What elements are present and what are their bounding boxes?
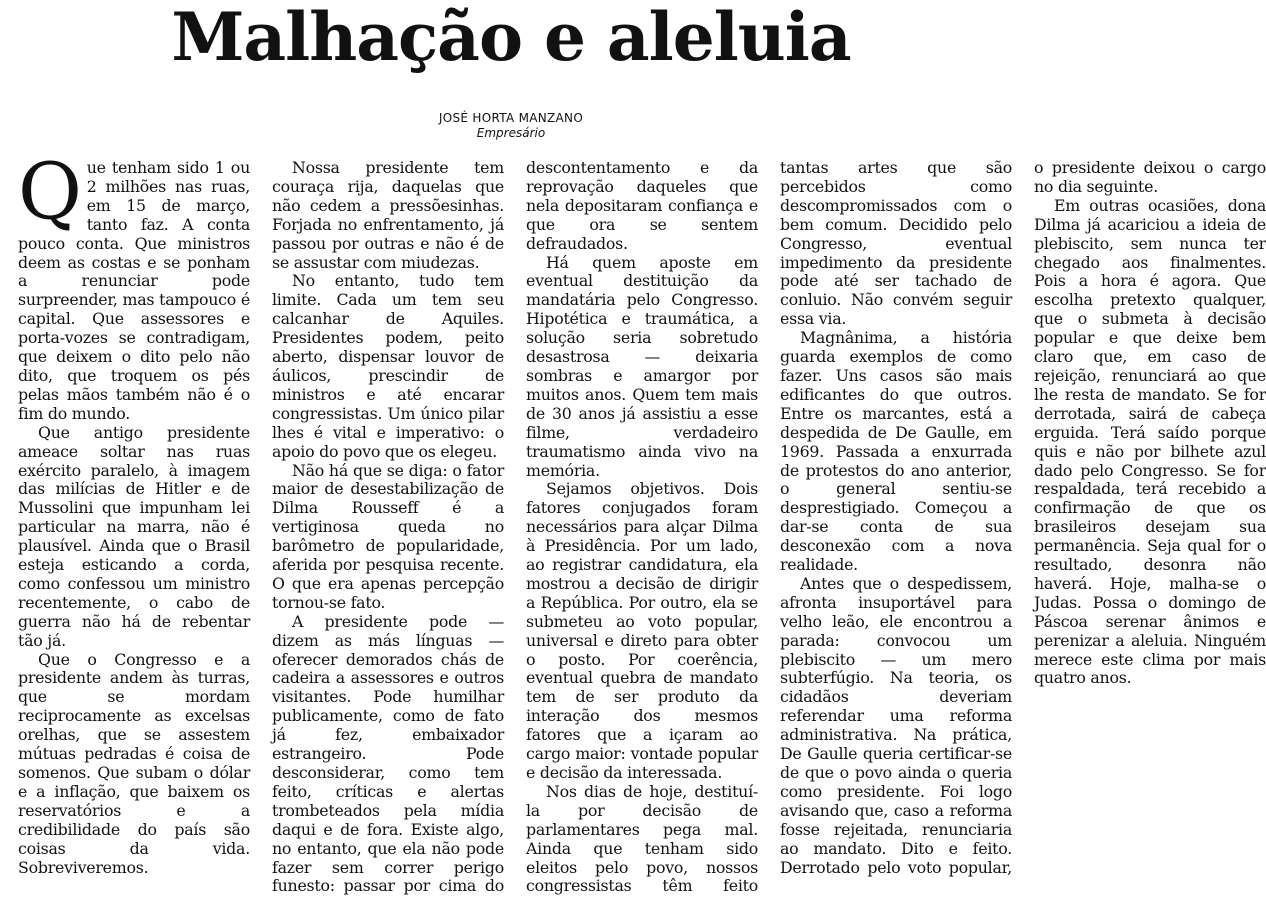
paragraph-4: Nossa presidente tem couraça rija, daquelas que não cedem a pressõesinhas. Forjada no enfrentamento, já passou por outras e não é de se assustar com miudezas. bbox=[272, 158, 504, 272]
paragraph-8: Há quem aposte em eventual destituição da mandatária pelo Congresso. Hipotética e traumática, a solução seria sobretudo desastrosa — deixaria sombras e amargor por muitos anos. Quem tem mais de 30 anos já assistiu a esse filme, verdadeiro traumatismo ainda vivo na memória. bbox=[526, 252, 758, 480]
paragraph-6: Não há que se diga: o fator maior de desestabilização de Dilma Rousseff é a vertiginosa queda no barômetro de popularidade, aferida por pesquisa recente. O que era apenas percepção tornou-se fato. bbox=[272, 460, 504, 612]
paragraph-7: A presidente pode — dizem as más línguas — oferecer demorados chás de cadeira a assessores e outros visitantes. Pode humilhar publicamente, como de fato já fez, embaixador estrangeiro. Pode desconsiderar, como tem feito, críticas e alertas trombeteados pela mídia daqui e de fora. Existe algo, no entanto, que ela não pode fazer sem correr perigo funesto: passar por cima do descontentamento e da reprovação daqueles que nela depositaram confiança e que ora se sentem defraudados. bbox=[272, 158, 758, 896]
paragraph-11: Magnânima, a história guarda exemplos de como fazer. Uns casos são mais edificantes do que outros. Entre os marcantes, está a despedida de De Gaulle, em 1969. Passada a enxurrada de protestos do ano anterior, o general sentiu-se desprestigiado. Começou a dar-se conta de sua desconexão com a nova realidade. bbox=[780, 328, 1012, 575]
byline bbox=[0, 111, 1022, 141]
paragraph-13: Em outras ocasiões, dona Dilma já acariciou a ideia de plebiscito, sem nunca ter chegado aos finalmentes. Pois a hora é agora. Que escolha pretexto qualquer, que o submeta à decisão popular e que deixe bem claro que, em caso de rejeição, renunciará ao que lhe resta de mandato. Se for derrotada, sairá de cabeça erguida. Terá saído porque quis e não por bilhete azul dado pelo Congresso. Se for respaldada, terá recebido a confirmação de que os brasileiros desejam sua permanência. Seja qual for o resultado, desonra não haverá. Hoje, malha-se o Judas. Possa o domingo de Páscoa serenar ânimos e perenizar a aleluia. Ninguém merece este clima por mais quatro anos. bbox=[1034, 195, 1266, 688]
article-body bbox=[18, 147, 1266, 911]
paragraph-12: Antes que o despedissem, afronta insuportável para velho leão, ele encontrou a parada: convocou um plebiscito — um mero subterfúgio. Na teoria, os cidadãos deveriam referendar uma reforma administrativa. Na prática, De Gaulle queria certificar-se de que o povo ainda o queria como presidente. Foi logo avisando que, caso a reforma fosse rejeitada, renunciaria ao mandato. Dito e feito. Derrotado pelo voto popular, o presidente deixou o cargo no dia seguinte. bbox=[780, 158, 1266, 877]
paragraph-10: Nos dias de hoje, destituí-la por decisão de parlamentares pega mal. Ainda que tenham sido eleitos pelo povo, nossos congressistas têm feito tantas artes que são percebidos como descompromissados com o bem comum. Decidido pelo Congresso, eventual impedimento da presidente pode até ser tachado de conluio. Não convém seguir essa via. bbox=[526, 158, 1012, 896]
paragraph-1-text: ue tenham sido 1 ou 2 milhões nas ruas, em 15 de março, tanto faz. A conta pouco conta. Que ministros deem as costas e se ponham a renunciar pode surpreender, mas tampouco é capital. Que assessores e porta-vozes se contradigam, que deixem o dito pelo não dito, que troquem os pés pelas mãos também não é o fim do mundo. bbox=[18, 158, 250, 423]
paragraph-9: Sejamos objetivos. Dois fatores conjugados foram necessários para alçar Dilma à Presidência. Por um lado, ao registrar candidatura, ela mostrou a decisão de dirigir a República. Por outro, ela se submeteu ao voto popular, universal e direto para obter o posto. Por coerência, eventual quebra de mandato tem de ser produto da interação dos mesmos fatores que a içaram ao cargo maior: vontade popular e decisão da interessada. bbox=[526, 479, 758, 782]
paragraph-5: No entanto, tudo tem limite. Cada um tem seu calcanhar de Aquiles. Presidentes podem, peito aberto, dispensar louvor de áulicos, prescindir de ministros e até encarar congressistas. Um único pilar lhes é vital e imperativo: o apoio do povo que os elegeu. bbox=[272, 271, 504, 461]
paragraph-1 bbox=[18, 147, 250, 424]
headline: Malhação e aleluia bbox=[171, 0, 851, 76]
author-role: Empresário bbox=[476, 126, 546, 140]
paragraph-2: Que antigo presidente ameace soltar nas ruas exército paralelo, à imagem das milícias de Hitler e de Mussolini que impunham lei particular na marra, não é plausível. Ainda que o Brasil esteja esticando a corda, como confessou um ministro recentemente, o cabo de guerra não há de rebentar tão já. bbox=[18, 422, 250, 650]
author-name: JOSÉ HORTA MANZANO bbox=[438, 111, 584, 125]
drop-cap: Q bbox=[18, 147, 82, 237]
paragraph-3: Que o Congresso e a presidente andem às turras, que se mordam reciprocamente as excelsas orelhas, que se assestem mútuas pedradas é coisa de somenos. Que subam o dólar e a inflação, que baixem os reservatórios e a credibilidade do país são coisas da vida. Sobreviveremos. bbox=[18, 649, 250, 877]
